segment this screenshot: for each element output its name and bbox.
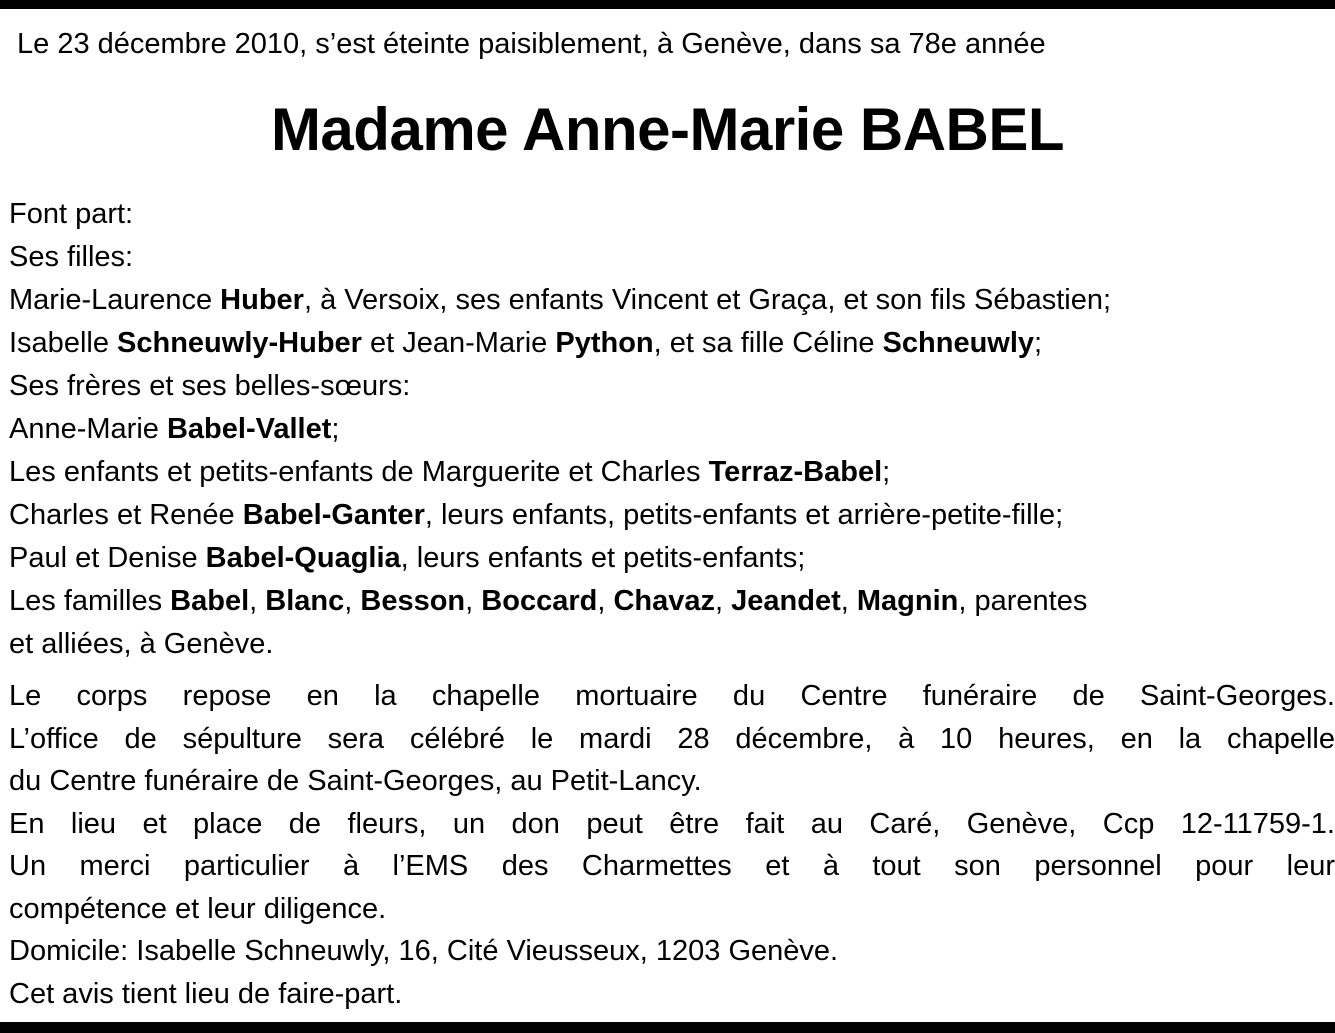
ceremony-line: du Centre funéraire de Saint-Georges, au Petit-Lancy. (9, 765, 702, 797)
family-text: Isabelle (9, 327, 118, 359)
family-list (9, 193, 1329, 666)
family-text: ; (1034, 327, 1043, 359)
family-text: Marie-Laurence (9, 284, 221, 316)
family-text: , (597, 585, 614, 617)
family-surname: Schneuwly (882, 327, 1035, 359)
family-line (9, 494, 1329, 537)
family-text: , (715, 585, 732, 617)
family-line (9, 193, 1329, 236)
family-text: Paul et Denise (9, 542, 206, 574)
family-text: , et sa fille Céline (653, 327, 883, 359)
family-line (9, 365, 1329, 408)
thanks-line: Un merci particulier à l’EMS des Charmettes et à tout son personnel pour leur (9, 850, 1335, 882)
family-text: Anne-Marie (9, 413, 167, 445)
family-surname: Babel-Vallet (166, 413, 332, 445)
family-text: , parentes (958, 585, 1088, 617)
family-surname: Blanc (265, 585, 345, 617)
family-surname: Huber (220, 284, 304, 316)
family-line (9, 623, 1329, 666)
family-text: Les enfants et petits-enfants de Marguerite et Charles (9, 456, 709, 488)
family-text: et alliées, à Genève. (9, 628, 274, 660)
family-text: , (344, 585, 361, 617)
family-surname: Jeandet (731, 585, 841, 617)
bottom-border-rule (0, 1022, 1335, 1033)
family-text: ; (882, 456, 891, 488)
death-announcement-intro: Le 23 décembre 2010, s’est éteinte paisiblement, à Genève, dans sa 78e année (17, 28, 1046, 60)
family-text: Ses frères et ses belles-sœurs: (9, 370, 411, 402)
family-text: Ses filles: (9, 241, 134, 273)
family-surname: Boccard (481, 585, 598, 617)
family-text: et Jean-Marie (361, 327, 556, 359)
family-surname: Chavaz (613, 585, 715, 617)
notice-line: Cet avis tient lieu de faire-part. (9, 977, 403, 1010)
family-surname: Babel-Quaglia (205, 542, 401, 574)
family-text: ; (331, 413, 340, 445)
family-text: Charles et Renée (9, 499, 243, 531)
family-line (9, 236, 1329, 279)
family-line (9, 580, 1329, 623)
family-surname: Besson (360, 585, 466, 617)
donation-line: En lieu et place de fleurs, un don peut être fait au Caré, Genève, Ccp 12-11759-1. (9, 807, 1335, 840)
domicile-line: Domicile: Isabelle Schneuwly, 16, Cité Vieusseux, 1203 Genève. (9, 935, 839, 967)
top-border-rule (0, 0, 1335, 9)
family-surname: Schneuwly-Huber (117, 327, 362, 359)
family-text: , à Versoix, ses enfants Vincent et Graça, et son fils Sébastien; (303, 284, 1112, 316)
family-line (9, 451, 1329, 494)
family-line (9, 279, 1329, 322)
family-text: , leurs enfants et petits-enfants; (400, 542, 806, 574)
family-surname: Python (555, 327, 654, 359)
family-text: , (840, 585, 857, 617)
ceremony-line: L’office de sépulture sera célébré le mardi 28 décembre, à 10 heures, en la chapelle (9, 722, 1335, 755)
family-surname: Babel (170, 585, 250, 617)
family-text: Les familles (9, 585, 171, 617)
thanks-line: compétence et leur diligence. (9, 892, 387, 925)
deceased-name-heading: Madame Anne-Marie BABEL (270, 96, 1065, 163)
family-surname: Terraz-Babel (708, 456, 883, 488)
family-text: , leurs enfants, petits-enfants et arrière-petite-fille; (424, 499, 1064, 531)
family-line (9, 537, 1329, 580)
family-text: Font part: (9, 198, 134, 230)
family-surname: Magnin (856, 585, 959, 617)
family-line (9, 408, 1329, 451)
ceremony-line: Le corps repose en la chapelle mortuaire du Centre funéraire de Saint-Georges. (9, 680, 1335, 712)
family-text: , (465, 585, 482, 617)
family-text: , (249, 585, 266, 617)
funeral-details (9, 675, 1335, 1015)
family-surname: Babel-Ganter (242, 499, 425, 531)
family-line (9, 322, 1329, 365)
